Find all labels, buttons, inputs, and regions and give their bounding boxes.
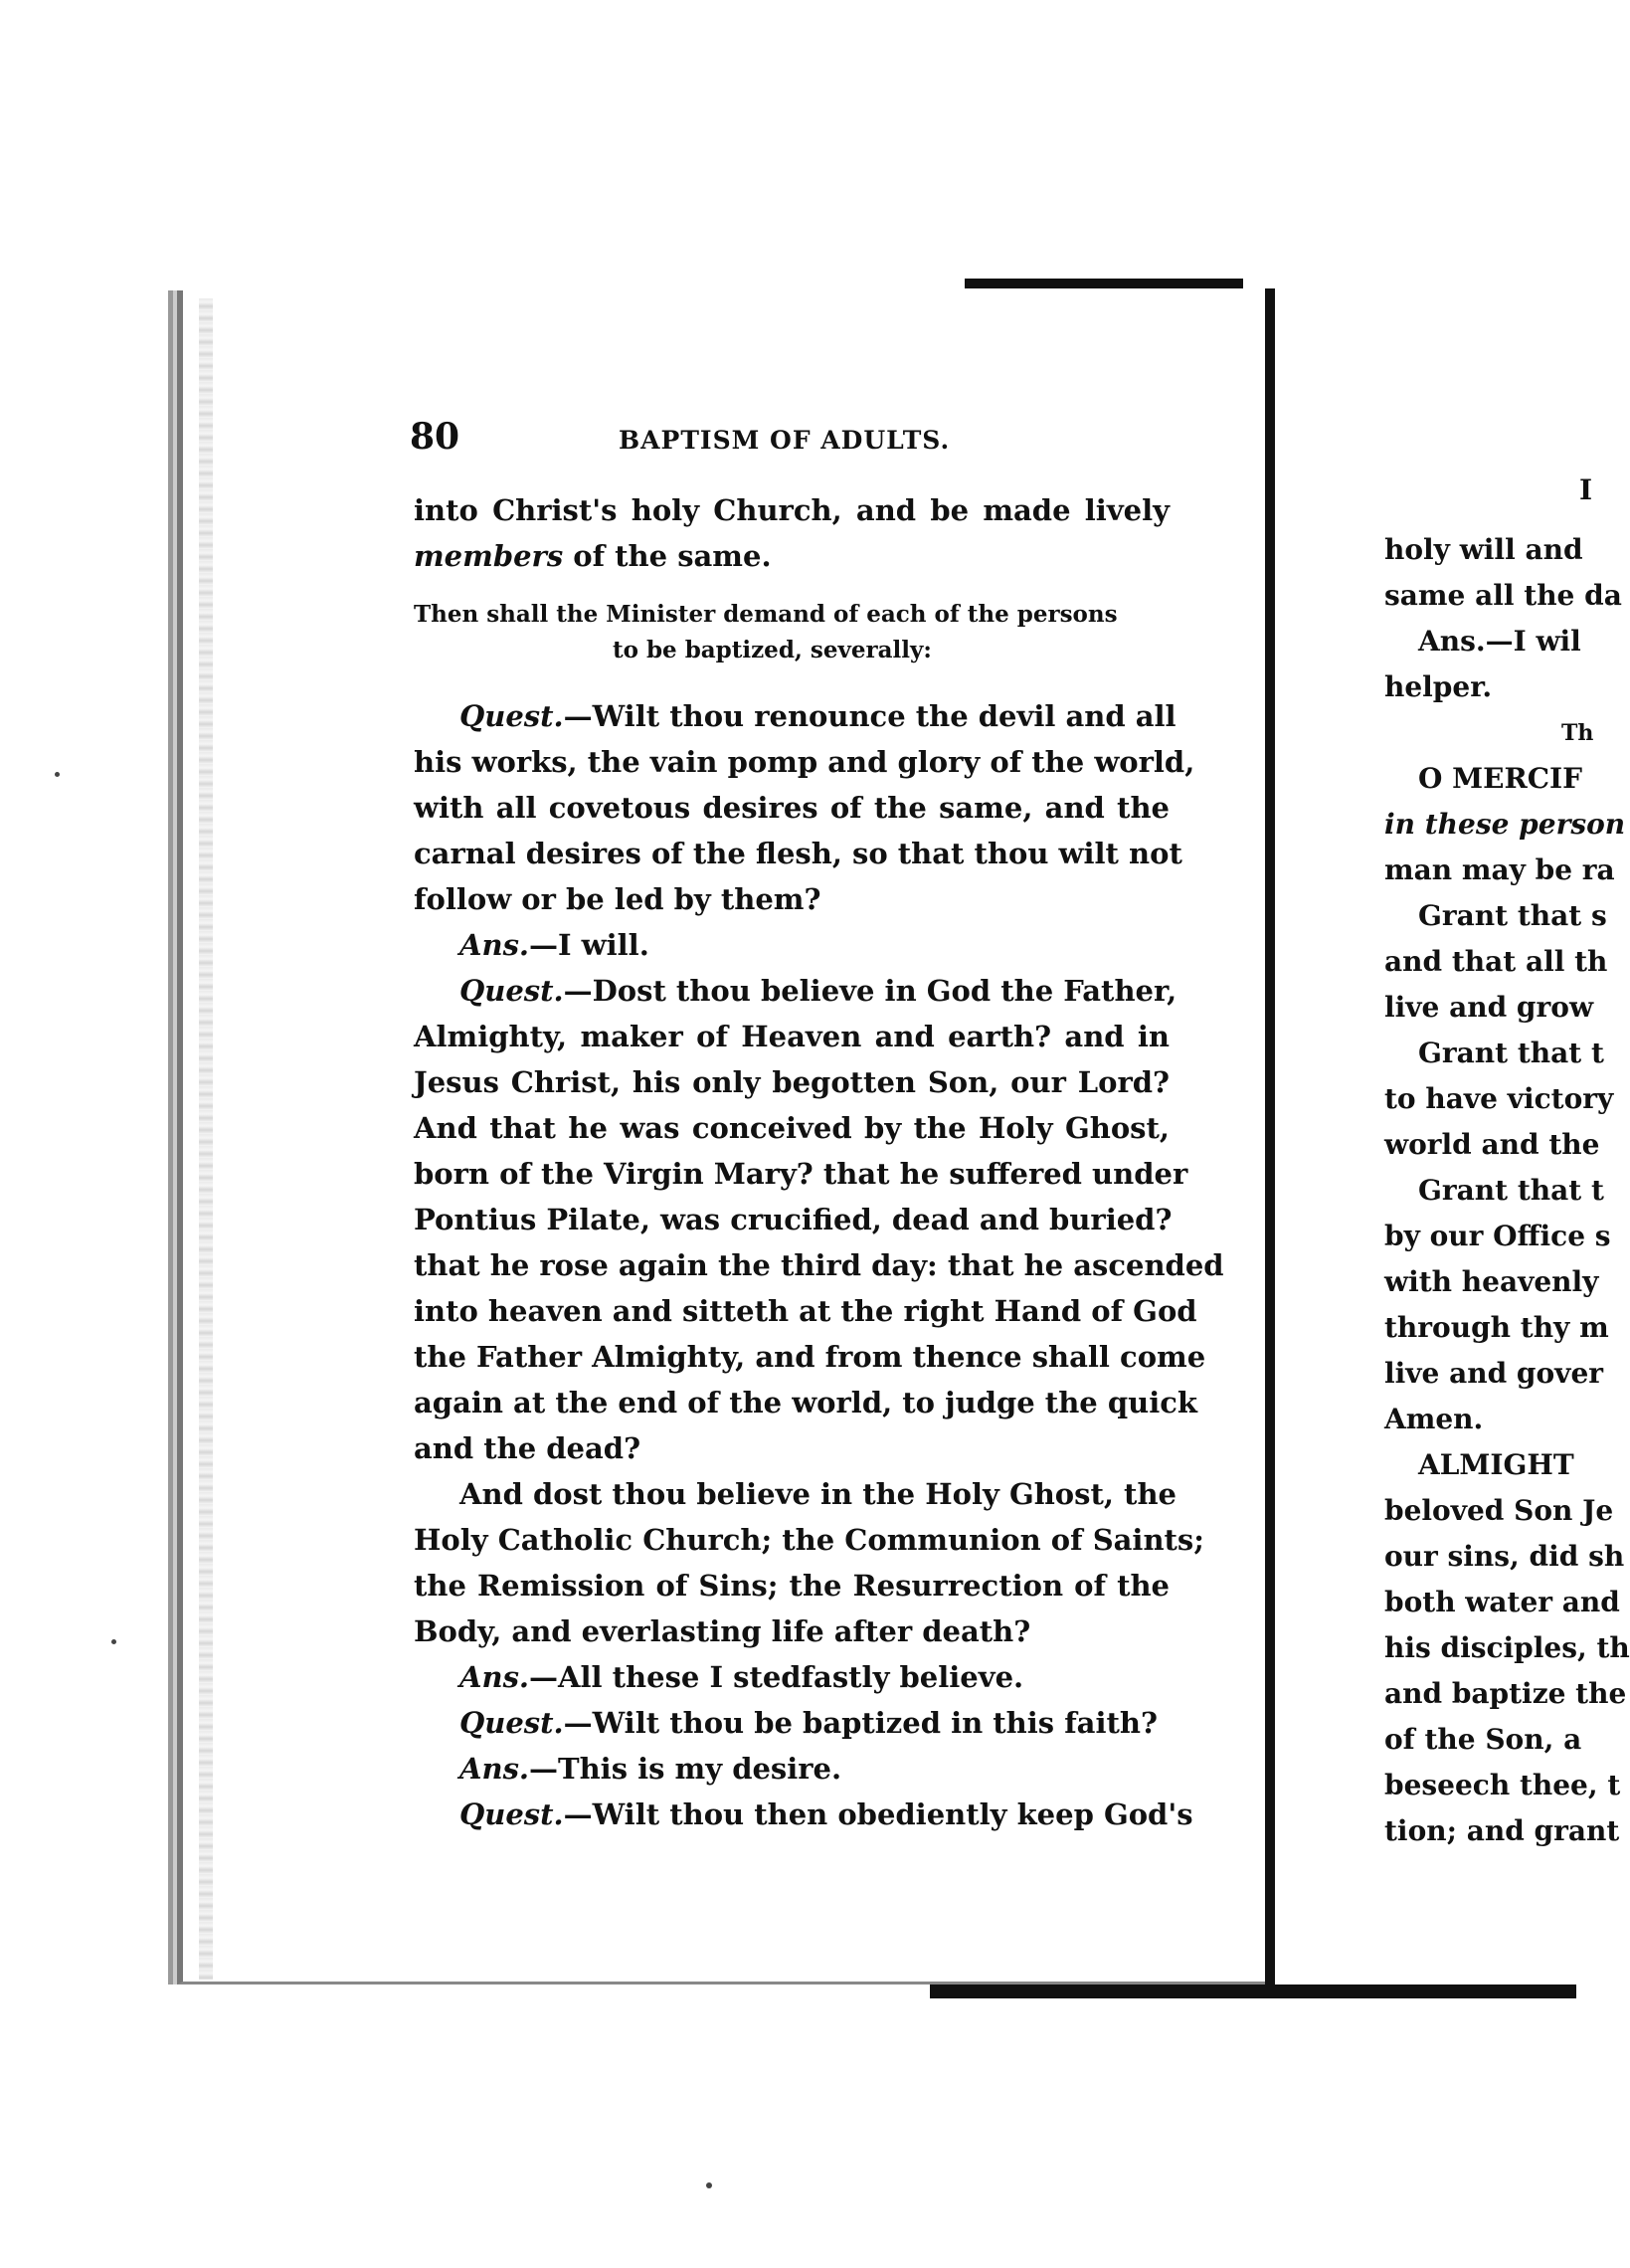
text-fragment: —Wilt thou be baptized in this faith? (563, 1706, 1158, 1740)
scan-speck (55, 772, 60, 777)
text-line: the Remission of Sins; the Resurrection of the (414, 1569, 1170, 1603)
text-line: tion; and grant (1384, 1814, 1620, 1847)
creed-paragraph (414, 1471, 1204, 1654)
page-top-shadow (965, 279, 1243, 288)
text-line: ALMIGHT (1418, 1448, 1574, 1481)
text-line: Amen. (1384, 1403, 1484, 1435)
text-line: of the Son, a (1384, 1723, 1582, 1756)
text-line: the Father Almighty, and from thence shall come (414, 1340, 1206, 1374)
text-line: Body, and everlasting life after death? (414, 1614, 1031, 1648)
running-head: BAPTISM OF ADULTS. (619, 426, 951, 455)
text-line: And dost thou believe in the Holy Ghost, the (459, 1477, 1177, 1511)
text-line (414, 1700, 1170, 1746)
speaker-label: Quest. (459, 699, 564, 733)
text-line: follow or be led by them? (414, 882, 821, 916)
rubric-fragment: Th (1561, 720, 1594, 746)
speaker-label: Ans. (459, 1752, 530, 1786)
text-line: live and grow (1384, 991, 1594, 1024)
speaker-label: Quest. (459, 974, 564, 1008)
text-fragment: of the same. (563, 539, 772, 573)
text-line: his works, the vain pomp and glory of the world, (414, 745, 1195, 779)
final-exchange (414, 1654, 1193, 1837)
text-line: again at the end of the world, to judge the quick (414, 1386, 1197, 1419)
text-line: beseech thee, t (1384, 1769, 1621, 1801)
text-line: Holy Catholic Church; the Communion of Saints; (414, 1523, 1204, 1557)
text-line (414, 1792, 1193, 1837)
text-line: Grant that t (1418, 1174, 1604, 1207)
text-line (414, 1654, 1170, 1700)
text-fragment: —Wilt thou then obediently keep God's (563, 1797, 1193, 1831)
text-line: born of the Virgin Mary? that he suffered under (414, 1157, 1188, 1191)
text-line: holy will and (1384, 533, 1583, 566)
italic-word: members (414, 539, 564, 573)
text-line (414, 922, 1170, 968)
text-line (414, 1746, 1170, 1792)
text-line (414, 533, 1170, 579)
text-line: Ans.—I wil (1418, 625, 1581, 658)
text-line: Grant that s (1418, 899, 1607, 932)
text-line: that he rose again the third day: that he ascended (414, 1248, 1224, 1282)
text-line: same all the da (1384, 579, 1622, 612)
text-line: to have victory (1384, 1082, 1614, 1115)
rubric (414, 597, 1150, 668)
text-line: And that he was conceived by the Holy Ghost, (414, 1111, 1170, 1145)
right-page-text (1384, 527, 1630, 1854)
text-line: in these person (1384, 808, 1626, 841)
text-line: with heavenly (1384, 1265, 1599, 1298)
text-line: and that all th (1384, 945, 1608, 978)
text-fragment: —I will. (529, 928, 649, 962)
text-line: our sins, did sh (1384, 1540, 1625, 1573)
text-fragment: —This is my desire. (529, 1752, 842, 1786)
speaker-label: Quest. (459, 1706, 564, 1740)
text-line: Jesus Christ, his only begotten Son, our Lord? (414, 1065, 1170, 1099)
text-line: into Christ's holy Church, and be made lively (414, 493, 1170, 527)
page-bottom-shadow (930, 1984, 1576, 1998)
text-line: O MERCIF (1418, 762, 1583, 795)
text-line: Almighty, maker of Heaven and earth? and in (414, 1020, 1170, 1053)
text-line: Grant that t (1418, 1037, 1604, 1069)
scan-speck (111, 1639, 116, 1644)
page-edge (199, 298, 213, 1980)
answer-1 (414, 922, 1170, 968)
text-fragment: —All these I stedfastly believe. (529, 1660, 1024, 1694)
speaker-label: Quest. (459, 1797, 564, 1831)
text-line: into heaven and sitteth at the right Hand of God (414, 1294, 1197, 1328)
text-line: by our Office s (1384, 1220, 1611, 1252)
text-line: helper. (1384, 670, 1493, 703)
text-line: carnal desires of the flesh, so that thou wilt not (414, 837, 1182, 870)
scan-speck (706, 2182, 712, 2188)
text-line: with all covetous desires of the same, and the (414, 791, 1170, 825)
speaker-label: Ans. (459, 1660, 530, 1694)
text-line: man may be ra (1384, 853, 1615, 886)
text-line (414, 968, 1177, 1014)
speaker-label: Ans. (459, 928, 530, 962)
question-1 (414, 693, 1195, 922)
page-header (410, 416, 967, 472)
book-gutter (1265, 288, 1275, 1997)
text-fragment: —Wilt thou renounce the devil and all (563, 699, 1177, 733)
text-line: live and gover (1384, 1357, 1604, 1390)
text-line (414, 693, 1177, 739)
text-line: and the dead? (414, 1431, 641, 1465)
text-line: and baptize the (1384, 1677, 1627, 1710)
text-line: both water and (1384, 1586, 1620, 1618)
right-page-header-fragment: I (1579, 473, 1593, 506)
text-line: through thy m (1384, 1311, 1609, 1344)
opening-paragraph (414, 487, 1170, 579)
rubric-line: Then shall the Minister demand of each of the persons (414, 601, 1118, 628)
page-number: 80 (410, 416, 460, 458)
text-line: world and the (1384, 1128, 1600, 1161)
text-line: Pontius Pilate, was crucified, dead and buried? (414, 1203, 1173, 1236)
text-line: beloved Son Je (1384, 1494, 1614, 1527)
rubric-line: to be baptized, severally: (613, 637, 932, 663)
question-2 (414, 968, 1224, 1471)
text-fragment: —Dost thou believe in God the Father, (563, 974, 1177, 1008)
text-line: his disciples, th (1384, 1631, 1630, 1664)
